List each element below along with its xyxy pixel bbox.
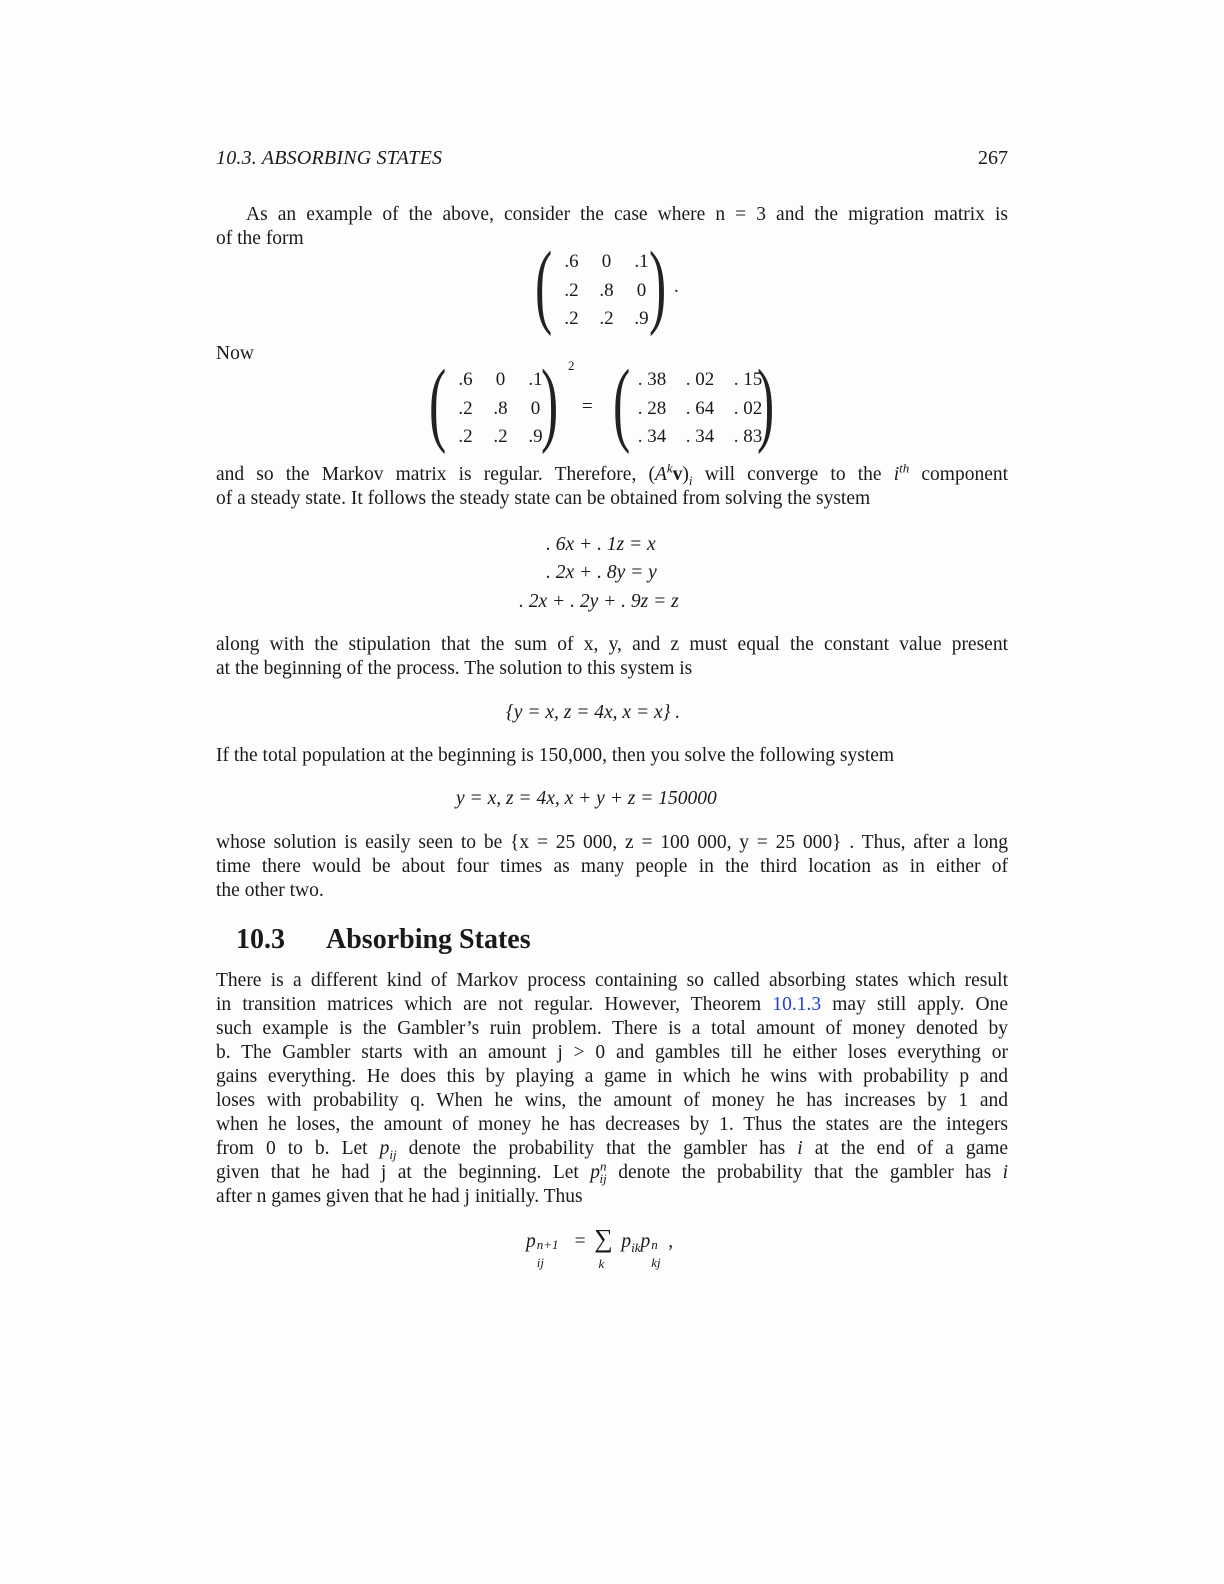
matrix-cell: .1 [528,369,543,391]
matrix-cell: .2 [599,308,614,330]
paragraph-regular [216,460,1009,511]
right-paren: ) [757,351,775,455]
sum-symbol: ∑ [594,1224,613,1253]
matrix-left-table [448,366,553,452]
text-line: and so the Markov matrix is regular. Therefore, $(A^kv)_i$ will converge to the $i^{th}$ component [216,460,1009,488]
matrix-cell: . 34 [685,426,715,448]
eq-equals: = [574,1231,586,1252]
eq-lhs: p [526,1231,536,1252]
text-line: As an example of the above, consider the case where n = 3 and the migration matrix is [246,204,1008,225]
solution-set: {y = x, z = 4x, x = x} . [506,702,681,723]
text-line: given that he had j at the beginning. Let $p^n_{ij}$ denote the probability that the gambler has i [216,1158,1009,1186]
matrix-cell: .6 [458,369,473,391]
matrix-cell: .8 [599,279,614,301]
paragraph-solution [216,831,1008,903]
matrix-cell: . 38 [637,369,667,391]
text-fragment: denote the probability that the gambler has [408,1138,786,1159]
running-header: 10.3. ABSORBING STATES [216,147,443,169]
matrix-cell: .2 [458,426,473,448]
text-line: after n games given that he had j initially. Thus [216,1186,583,1207]
text-fragment: component [921,464,1009,485]
text-fragment: and so the Markov matrix is regular. Therefore, [216,464,637,485]
matrix-cell: .2 [493,426,508,448]
inline-math: $(A^kv)_i$ [648,460,693,488]
matrix-table [554,248,659,334]
system-eq-1: . 6x + . 1z = x [546,534,656,555]
paragraph-intro [216,203,1008,251]
matrix-cell: .2 [564,279,579,301]
matrix-cell: .6 [564,251,579,273]
text-line: such example is the Gambler’s ruin problem. There is a total amount of money denoted by [216,1018,1008,1039]
matrix-row [628,366,772,395]
eq-lhs-sup: n+1 [536,1237,559,1252]
page-number: 267 [978,147,1008,169]
text-line: gains everything. He does this by playing a game in which he wins with probability p and [216,1066,1008,1087]
matrix-cell: 0 [601,251,612,273]
right-paren: ) [649,233,667,337]
matrix-row [554,248,659,277]
eq-rhs-sup2: n [651,1237,658,1252]
population-system: y = x, z = 4x, x + y + z = 150000 [456,788,717,809]
matrix-right-table [628,366,772,452]
text-line: the other two. [216,880,324,901]
text-line: of the form [216,228,304,249]
system-eq-2: . 2x + . 8y = y [546,562,657,583]
text-fragment: given that he had j at the beginning. Let [216,1162,579,1183]
matrix-cell: .2 [458,397,473,419]
text-line [216,993,1008,1017]
text-line: time there would be about four times as many people in the third location as in either of [216,856,1008,877]
sum-index: k [598,1256,605,1271]
text-fragment: denote the probability that the gambler has [618,1162,992,1183]
paragraph-absorbing [216,969,1008,1209]
text-fragment: from 0 to b. Let [216,1138,368,1159]
text-line: from 0 to b. Let $p_{ij}$ denote the probability that the gambler has i at the end of a game [216,1138,1009,1162]
matrix-row [448,366,553,395]
system-eq-3: . 2x + . 2y + . 9z = z [519,591,679,612]
matrix-row [628,395,772,424]
left-paren: ( [535,233,553,337]
matrix-cell: .9 [528,426,543,448]
matrix-row [554,277,659,306]
equals-sign: = [582,396,593,417]
text-line: whose solution is easily seen to be {x = 25 000, z = 100 000, y = 25 000} . Thus, after a long [216,832,1008,853]
matrix-cell: . 64 [685,397,715,419]
exponent: 2 [568,358,575,373]
now-label: Now [216,343,254,364]
migration-matrix [532,233,682,337]
text-fragment: at the end of a game [814,1138,1009,1159]
text-line: There is a different kind of Markov process containing so called absorbing states which result [216,970,1008,991]
text-fragment: will converge to the [704,464,882,485]
text-line: of a steady state. It follows the steady state can be obtained from solving the system [216,488,871,509]
text-line: If the total population at the beginning is 150,000, then you solve the following system [216,745,895,766]
left-paren: ( [613,351,631,455]
text-line: at the beginning of the process. The solution to this system is [216,658,693,679]
matrix-cell: . 34 [637,426,667,448]
text-line: along with the stipulation that the sum of x, y, and z must equal the constant value present [216,634,1008,655]
eq-tail: , [668,1231,674,1252]
matrix-cell: . 83 [733,426,763,448]
paragraph-stipulation [216,633,1008,681]
left-paren: ( [429,351,447,455]
matrix-row [628,423,772,452]
matrix-squared-equation [428,351,788,456]
transition-equation [526,1224,726,1274]
matrix-cell: 0 [636,279,647,301]
matrix-period: . [674,276,679,297]
section-heading [236,924,531,956]
matrix-row [448,395,553,424]
text-fragment: may still apply. One [832,994,1009,1015]
now-label-block [216,342,1008,366]
text-line: when he loses, the amount of money he has decreases by 1. Thus the states are the integers [216,1114,1008,1135]
matrix-cell: .9 [634,308,649,330]
paragraph-population [216,744,1008,768]
matrix-row [554,305,659,334]
matrix-cell: . 02 [685,369,715,391]
text-line: b. The Gambler starts with an amount j > 0 and gambles till he either loses everything or [216,1042,1008,1063]
matrix-cell: . 28 [637,397,667,419]
matrix-row [448,423,553,452]
eq-rhs-sub1: ik [631,1239,641,1255]
matrix-cell: 0 [530,397,541,419]
matrix-cell: .2 [564,308,579,330]
text-line: loses with probability q. When he wins, the amount of money he has increases by 1 and [216,1090,1008,1111]
section-title: Absorbing States [326,924,531,955]
matrix-cell: . 15 [733,369,763,391]
right-paren: ) [541,351,559,455]
theorem-link[interactable]: 10.1.3 [772,994,822,1015]
matrix-cell: .1 [634,251,649,273]
matrix-cell: . 02 [733,397,763,419]
eq-rhs-p2: p [640,1231,651,1252]
matrix-cell: .8 [493,397,508,419]
text-fragment: in transition matrices which are not regular. However, Theorem [216,994,762,1015]
eq-lhs-sub: ij [536,1255,544,1270]
matrix-cell: 0 [495,369,506,391]
section-number: 10.3 [236,924,285,955]
eq-rhs-p1: p [621,1231,632,1252]
eq-rhs-sub2: kj [651,1255,661,1270]
